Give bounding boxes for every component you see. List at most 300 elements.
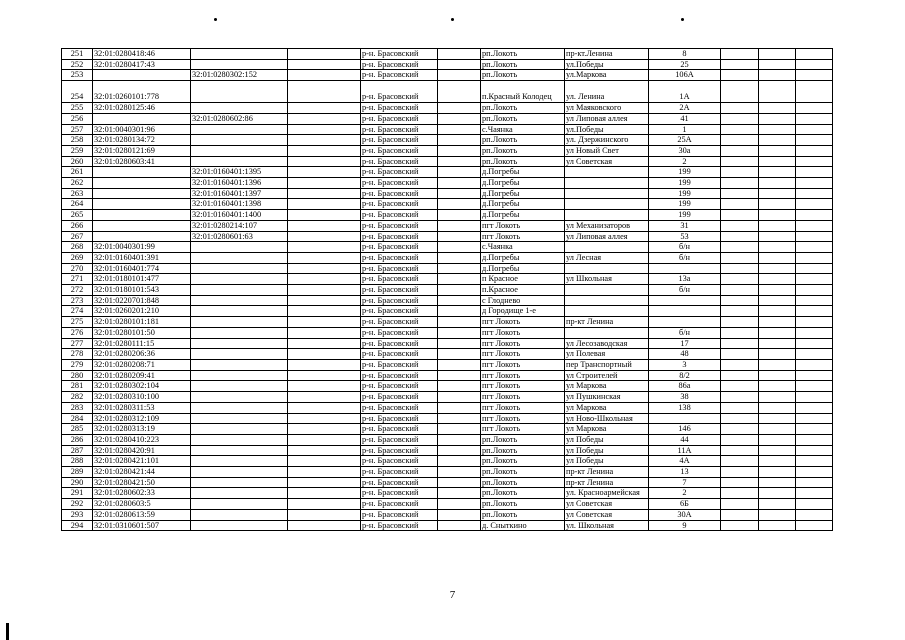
empty-col-2-cell: [438, 242, 481, 253]
table-row: [62, 381, 833, 392]
settlement-cell: п.Красный Колодец: [481, 81, 565, 103]
house-number-cell: [649, 306, 721, 317]
empty-col-2-cell: [438, 477, 481, 488]
table-row: [62, 295, 833, 306]
district-cell: р-н. Брасовский: [361, 156, 438, 167]
table-row: [62, 370, 833, 381]
empty-col-2-cell: [438, 263, 481, 274]
row-number-cell: 266: [62, 220, 93, 231]
street-cell: ул Маркова: [565, 402, 649, 413]
empty-col-2-cell: [438, 285, 481, 296]
empty-col-2-cell: [438, 252, 481, 263]
table-row: [62, 306, 833, 317]
district-cell: р-н. Брасовский: [361, 499, 438, 510]
empty-col-5-cell: [796, 392, 833, 403]
settlement-cell: пгт Локоть: [481, 381, 565, 392]
house-number-cell: 106А: [649, 70, 721, 81]
cadastral-number-alt-cell: [191, 499, 288, 510]
empty-col-3-cell: [721, 103, 759, 114]
house-number-cell: 13: [649, 467, 721, 478]
settlement-cell: д.Погребы: [481, 252, 565, 263]
empty-col-2-cell: [438, 70, 481, 81]
cadastral-number-cell: [93, 167, 191, 178]
empty-col-5-cell: [796, 349, 833, 360]
empty-col-4-cell: [759, 113, 796, 124]
cadastral-number-alt-cell: [191, 103, 288, 114]
table-row: [62, 285, 833, 296]
district-cell: р-н. Брасовский: [361, 188, 438, 199]
empty-col-4-cell: [759, 124, 796, 135]
empty-col-5-cell: [796, 456, 833, 467]
empty-col-4-cell: [759, 135, 796, 146]
district-cell: р-н. Брасовский: [361, 392, 438, 403]
row-number-cell: 252: [62, 59, 93, 70]
cadastral-number-alt-cell: [191, 317, 288, 328]
row-number-cell: 271: [62, 274, 93, 285]
cadastral-number-alt-cell: 32:01:0160401:1397: [191, 188, 288, 199]
district-cell: р-н. Брасовский: [361, 381, 438, 392]
empty-col-3-cell: [721, 317, 759, 328]
empty-col-4-cell: [759, 456, 796, 467]
row-number-cell: 286: [62, 434, 93, 445]
table-row: [62, 327, 833, 338]
table-row: [62, 509, 833, 520]
empty-col-2-cell: [438, 306, 481, 317]
house-number-cell: 2: [649, 156, 721, 167]
settlement-cell: с Глоднево: [481, 295, 565, 306]
street-cell: [565, 295, 649, 306]
row-number-cell: 290: [62, 477, 93, 488]
empty-col-2-cell: [438, 327, 481, 338]
empty-col-cell: [288, 156, 361, 167]
empty-col-4-cell: [759, 167, 796, 178]
empty-col-5-cell: [796, 167, 833, 178]
house-number-cell: 31: [649, 220, 721, 231]
house-number-cell: [649, 317, 721, 328]
table-row: [62, 392, 833, 403]
street-cell: [565, 285, 649, 296]
district-cell: р-н. Брасовский: [361, 210, 438, 221]
empty-col-4-cell: [759, 370, 796, 381]
row-number-cell: 284: [62, 413, 93, 424]
cadastral-number-alt-cell: [191, 520, 288, 531]
cadastral-number-cell: 32:01:0160401:391: [93, 252, 191, 263]
empty-col-2-cell: [438, 103, 481, 114]
settlement-cell: рп.Локоть: [481, 499, 565, 510]
empty-col-cell: [288, 509, 361, 520]
cadastral-number-alt-cell: [191, 124, 288, 135]
house-number-cell: 1А: [649, 81, 721, 103]
street-cell: ул Школьная: [565, 274, 649, 285]
empty-col-5-cell: [796, 338, 833, 349]
cadastral-number-alt-cell: [191, 327, 288, 338]
empty-col-3-cell: [721, 338, 759, 349]
cadastral-number-cell: 32:01:0280208:71: [93, 359, 191, 370]
settlement-cell: пгт Локоть: [481, 349, 565, 360]
settlement-cell: пгт Локоть: [481, 231, 565, 242]
empty-col-3-cell: [721, 274, 759, 285]
street-cell: ул Советская: [565, 509, 649, 520]
table-row: [62, 317, 833, 328]
empty-col-2-cell: [438, 499, 481, 510]
settlement-cell: рп.Локоть: [481, 488, 565, 499]
table-row: [62, 252, 833, 263]
cadastral-number-alt-cell: [191, 306, 288, 317]
district-cell: р-н. Брасовский: [361, 488, 438, 499]
table-row: [62, 263, 833, 274]
empty-col-5-cell: [796, 178, 833, 189]
empty-col-5-cell: [796, 59, 833, 70]
cadastral-number-alt-cell: [191, 156, 288, 167]
empty-col-4-cell: [759, 413, 796, 424]
empty-col-3-cell: [721, 70, 759, 81]
cadastral-number-alt-cell: [191, 338, 288, 349]
empty-col-cell: [288, 467, 361, 478]
empty-col-4-cell: [759, 145, 796, 156]
table-row: [62, 113, 833, 124]
table-row: [62, 70, 833, 81]
row-number-cell: 260: [62, 156, 93, 167]
settlement-cell: п.Красное: [481, 285, 565, 296]
empty-col-3-cell: [721, 359, 759, 370]
table-row: [62, 242, 833, 253]
house-number-cell: 17: [649, 338, 721, 349]
cadastral-number-cell: 32:01:0280101:50: [93, 327, 191, 338]
street-cell: [565, 242, 649, 253]
street-cell: пр-кт.Ленина: [565, 49, 649, 60]
house-number-cell: 2: [649, 488, 721, 499]
empty-col-2-cell: [438, 113, 481, 124]
cadastral-number-cell: 32:01:0040301:96: [93, 124, 191, 135]
settlement-cell: рп.Локоть: [481, 467, 565, 478]
empty-col-cell: [288, 370, 361, 381]
empty-col-5-cell: [796, 445, 833, 456]
street-cell: ул. Красноармейская: [565, 488, 649, 499]
table-row: [62, 188, 833, 199]
street-cell: ул Строителей: [565, 370, 649, 381]
row-number-cell: 255: [62, 103, 93, 114]
street-cell: ул Маркова: [565, 381, 649, 392]
empty-col-5-cell: [796, 49, 833, 60]
row-number-cell: 275: [62, 317, 93, 328]
house-number-cell: 48: [649, 349, 721, 360]
settlement-cell: рп.Локоть: [481, 113, 565, 124]
district-cell: р-н. Брасовский: [361, 70, 438, 81]
street-cell: ул Маяковского: [565, 103, 649, 114]
empty-col-5-cell: [796, 370, 833, 381]
settlement-cell: пгт Локоть: [481, 327, 565, 338]
empty-col-5-cell: [796, 252, 833, 263]
house-number-cell: 8/2: [649, 370, 721, 381]
cadastral-number-alt-cell: [191, 145, 288, 156]
empty-col-cell: [288, 488, 361, 499]
empty-col-5-cell: [796, 263, 833, 274]
empty-col-cell: [288, 327, 361, 338]
row-number-cell: 274: [62, 306, 93, 317]
empty-col-2-cell: [438, 456, 481, 467]
cadastral-number-alt-cell: 32:01:0160401:1396: [191, 178, 288, 189]
settlement-cell: рп.Локоть: [481, 445, 565, 456]
row-number-cell: 280: [62, 370, 93, 381]
settlement-cell: д.Погребы: [481, 167, 565, 178]
settlement-cell: рп.Локоть: [481, 477, 565, 488]
empty-col-3-cell: [721, 392, 759, 403]
house-number-cell: 4А: [649, 456, 721, 467]
district-cell: р-н. Брасовский: [361, 124, 438, 135]
row-number-cell: 288: [62, 456, 93, 467]
cadastral-number-cell: 32:01:0310601:507: [93, 520, 191, 531]
house-number-cell: 30А: [649, 509, 721, 520]
empty-col-4-cell: [759, 274, 796, 285]
table-row: [62, 488, 833, 499]
empty-col-3-cell: [721, 509, 759, 520]
empty-col-4-cell: [759, 178, 796, 189]
cadastral-number-cell: 32:01:0040301:99: [93, 242, 191, 253]
empty-col-cell: [288, 402, 361, 413]
table-row: [62, 231, 833, 242]
empty-col-3-cell: [721, 178, 759, 189]
dot-mark-center: [451, 18, 454, 21]
cadastral-number-cell: [93, 231, 191, 242]
empty-col-4-cell: [759, 252, 796, 263]
empty-col-3-cell: [721, 520, 759, 531]
settlement-cell: рп.Локоть: [481, 70, 565, 81]
empty-col-5-cell: [796, 306, 833, 317]
empty-col-5-cell: [796, 70, 833, 81]
empty-col-4-cell: [759, 295, 796, 306]
empty-col-cell: [288, 499, 361, 510]
empty-col-3-cell: [721, 135, 759, 146]
empty-col-2-cell: [438, 145, 481, 156]
empty-col-5-cell: [796, 477, 833, 488]
cadastral-number-alt-cell: [191, 456, 288, 467]
street-cell: [565, 263, 649, 274]
street-cell: пр-кт Ленина: [565, 477, 649, 488]
empty-col-4-cell: [759, 520, 796, 531]
empty-col-4-cell: [759, 59, 796, 70]
cadastral-number-cell: 32:01:0180101:543: [93, 285, 191, 296]
street-cell: ул Новый Свет: [565, 145, 649, 156]
empty-col-2-cell: [438, 488, 481, 499]
empty-col-5-cell: [796, 499, 833, 510]
cadastral-number-alt-cell: [191, 445, 288, 456]
table-row: [62, 124, 833, 135]
empty-col-5-cell: [796, 317, 833, 328]
district-cell: р-н. Брасовский: [361, 49, 438, 60]
empty-col-3-cell: [721, 145, 759, 156]
house-number-cell: 3: [649, 359, 721, 370]
street-cell: [565, 178, 649, 189]
empty-col-3-cell: [721, 199, 759, 210]
empty-col-3-cell: [721, 434, 759, 445]
district-cell: р-н. Брасовский: [361, 434, 438, 445]
house-number-cell: 53: [649, 231, 721, 242]
row-number-cell: 264: [62, 199, 93, 210]
district-cell: р-н. Брасовский: [361, 59, 438, 70]
empty-col-2-cell: [438, 317, 481, 328]
cadastral-number-cell: 32:01:0280421:44: [93, 467, 191, 478]
row-number-cell: 282: [62, 392, 93, 403]
empty-col-4-cell: [759, 402, 796, 413]
street-cell: ул.Победы: [565, 59, 649, 70]
settlement-cell: д.Погребы: [481, 199, 565, 210]
district-cell: р-н. Брасовский: [361, 424, 438, 435]
cadastral-number-cell: 32:01:0280125:46: [93, 103, 191, 114]
empty-col-2-cell: [438, 274, 481, 285]
row-number-cell: 277: [62, 338, 93, 349]
house-number-cell: 86а: [649, 381, 721, 392]
settlement-cell: п Красное: [481, 274, 565, 285]
empty-col-2-cell: [438, 167, 481, 178]
dot-mark-right: [681, 18, 684, 21]
cadastral-number-alt-cell: [191, 392, 288, 403]
empty-col-5-cell: [796, 156, 833, 167]
empty-col-cell: [288, 81, 361, 103]
cadastral-number-alt-cell: [191, 135, 288, 146]
empty-col-5-cell: [796, 285, 833, 296]
cadastral-number-alt-cell: [191, 370, 288, 381]
empty-col-5-cell: [796, 424, 833, 435]
cadastral-number-cell: 32:01:0280209:41: [93, 370, 191, 381]
cadastral-number-cell: 32:01:0280417:43: [93, 59, 191, 70]
empty-col-4-cell: [759, 49, 796, 60]
empty-col-cell: [288, 520, 361, 531]
district-cell: р-н. Брасовский: [361, 220, 438, 231]
empty-col-3-cell: [721, 467, 759, 478]
cadastral-number-cell: 32:01:0260101:778: [93, 81, 191, 103]
district-cell: р-н. Брасовский: [361, 295, 438, 306]
empty-col-4-cell: [759, 81, 796, 103]
empty-col-2-cell: [438, 402, 481, 413]
house-number-cell: 38: [649, 392, 721, 403]
empty-col-5-cell: [796, 402, 833, 413]
empty-col-cell: [288, 349, 361, 360]
empty-col-3-cell: [721, 413, 759, 424]
empty-col-3-cell: [721, 327, 759, 338]
empty-col-5-cell: [796, 124, 833, 135]
cadastral-number-cell: 32:01:0180101:477: [93, 274, 191, 285]
table-row: [62, 59, 833, 70]
street-cell: [565, 210, 649, 221]
street-cell: пер Транспортный: [565, 359, 649, 370]
empty-col-4-cell: [759, 188, 796, 199]
settlement-cell: пгт Локоть: [481, 359, 565, 370]
cadastral-number-cell: 32:01:0280310:100: [93, 392, 191, 403]
table-row: [62, 477, 833, 488]
empty-col-4-cell: [759, 349, 796, 360]
row-number-cell: 270: [62, 263, 93, 274]
row-number-cell: 276: [62, 327, 93, 338]
street-cell: [565, 327, 649, 338]
cadastral-number-alt-cell: [191, 467, 288, 478]
row-number-cell: 253: [62, 70, 93, 81]
empty-col-3-cell: [721, 370, 759, 381]
empty-col-cell: [288, 424, 361, 435]
row-number-cell: 268: [62, 242, 93, 253]
empty-col-4-cell: [759, 156, 796, 167]
district-cell: р-н. Брасовский: [361, 113, 438, 124]
house-number-cell: 199: [649, 178, 721, 189]
house-number-cell: 9: [649, 520, 721, 531]
cadastral-number-alt-cell: [191, 242, 288, 253]
cadastral-number-cell: 32:01:0280101:181: [93, 317, 191, 328]
table-row: [62, 49, 833, 60]
house-number-cell: 199: [649, 199, 721, 210]
table-row: [62, 135, 833, 146]
house-number-cell: 2А: [649, 103, 721, 114]
empty-col-2-cell: [438, 381, 481, 392]
empty-col-3-cell: [721, 488, 759, 499]
street-cell: ул. Дзержинского: [565, 135, 649, 146]
table-row: [62, 274, 833, 285]
empty-col-2-cell: [438, 520, 481, 531]
empty-col-4-cell: [759, 359, 796, 370]
house-number-cell: 30а: [649, 145, 721, 156]
row-number-cell: 278: [62, 349, 93, 360]
empty-col-cell: [288, 113, 361, 124]
street-cell: ул Советская: [565, 499, 649, 510]
empty-col-3-cell: [721, 242, 759, 253]
empty-col-2-cell: [438, 349, 481, 360]
street-cell: ул Пушкинская: [565, 392, 649, 403]
cadastral-number-cell: 32:01:0280302:104: [93, 381, 191, 392]
table-row: [62, 199, 833, 210]
cadastral-number-alt-cell: 32:01:0160401:1398: [191, 199, 288, 210]
empty-col-3-cell: [721, 124, 759, 135]
cadastral-number-alt-cell: [191, 252, 288, 263]
street-cell: ул Полевая: [565, 349, 649, 360]
registry-table: [61, 48, 833, 531]
table-row: [62, 81, 833, 103]
empty-col-4-cell: [759, 263, 796, 274]
district-cell: р-н. Брасовский: [361, 135, 438, 146]
empty-col-5-cell: [796, 359, 833, 370]
empty-col-cell: [288, 477, 361, 488]
cadastral-number-alt-cell: [191, 263, 288, 274]
row-number-cell: 283: [62, 402, 93, 413]
street-cell: [565, 188, 649, 199]
house-number-cell: 41: [649, 113, 721, 124]
table-row: [62, 520, 833, 531]
empty-col-4-cell: [759, 242, 796, 253]
district-cell: р-н. Брасовский: [361, 252, 438, 263]
street-cell: ул Маркова: [565, 424, 649, 435]
empty-col-cell: [288, 263, 361, 274]
cadastral-number-cell: [93, 178, 191, 189]
table-row: [62, 167, 833, 178]
street-cell: ул Победы: [565, 445, 649, 456]
empty-col-cell: [288, 381, 361, 392]
empty-col-cell: [288, 49, 361, 60]
house-number-cell: 199: [649, 188, 721, 199]
empty-col-4-cell: [759, 317, 796, 328]
district-cell: р-н. Брасовский: [361, 402, 438, 413]
empty-col-5-cell: [796, 242, 833, 253]
empty-col-cell: [288, 434, 361, 445]
row-number-cell: 279: [62, 359, 93, 370]
settlement-cell: пгт Локоть: [481, 370, 565, 381]
empty-col-3-cell: [721, 402, 759, 413]
district-cell: р-н. Брасовский: [361, 413, 438, 424]
empty-col-2-cell: [438, 156, 481, 167]
empty-col-cell: [288, 59, 361, 70]
empty-col-3-cell: [721, 445, 759, 456]
empty-col-3-cell: [721, 167, 759, 178]
row-number-cell: 267: [62, 231, 93, 242]
cadastral-number-cell: 32:01:0280603:41: [93, 156, 191, 167]
district-cell: р-н. Брасовский: [361, 274, 438, 285]
empty-col-4-cell: [759, 231, 796, 242]
